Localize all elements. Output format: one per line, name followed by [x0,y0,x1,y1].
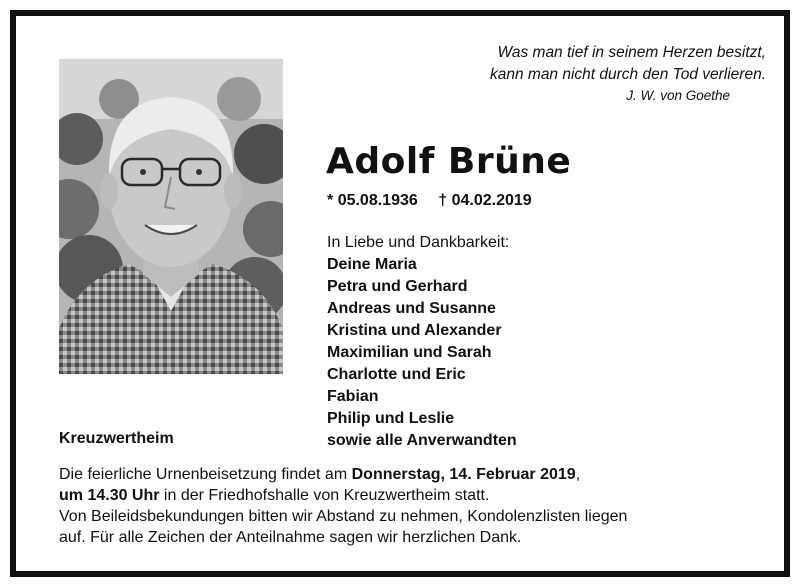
mourners-list [327,232,517,452]
ceremony-time: um 14.30 Uhr [59,487,160,504]
goethe-quote [490,42,766,106]
ceremony-comma: , [575,466,581,483]
birth-date: 05.08.1936 [337,192,418,209]
death-date: 04.02.2019 [451,192,532,209]
ceremony-info [59,464,739,548]
life-dates [327,191,532,211]
ceremony-line-1 [59,464,739,485]
location: Kreuzwertheim [59,430,174,447]
mourner-name: Deine Maria [327,256,417,273]
ceremony-line-4: auf. Für alle Zeichen der Anteilnahme sagen wir herzlichen Dank. [59,529,522,546]
ceremony-line-3: Von Beileidsbekundungen bitten wir Abstand zu nehmen, Kondolenzlisten liegen [59,508,628,525]
mourners-intro: In Liebe und Dankbarkeit: [327,234,510,251]
ceremony-line-2 [59,485,739,506]
deceased-name: Adolf Brüne [326,141,572,182]
mourner-name: Maximilian und Sarah [327,344,492,361]
mourner-name: Charlotte und Eric [327,366,466,383]
mourner-name: sowie alle Anverwandten [327,432,517,449]
quote-line-2: kann man nicht durch den Tod verlieren. [489,66,766,83]
mourner-name: Kristina und Alexander [327,322,502,339]
mourner-name: Petra und Gerhard [327,278,468,295]
quote-author: J. W. von Goethe [626,88,730,103]
ceremony-place: in der Friedhofshalle von Kreuzwertheim statt. [159,487,490,504]
mourner-name: Andreas und Susanne [327,300,496,317]
ceremony-date: Donnerstag, 14. Februar 2019 [351,466,576,483]
mourner-name: Fabian [327,388,379,405]
portrait-photo [59,59,283,374]
birth-symbol: * [327,192,334,209]
ceremony-text: Die feierliche Urnenbeisetzung findet am [59,466,352,483]
quote-line-1: Was man tief in seinem Herzen besitzt, [497,44,766,61]
death-symbol: † [438,192,448,209]
mourner-name: Philip und Leslie [327,410,455,427]
